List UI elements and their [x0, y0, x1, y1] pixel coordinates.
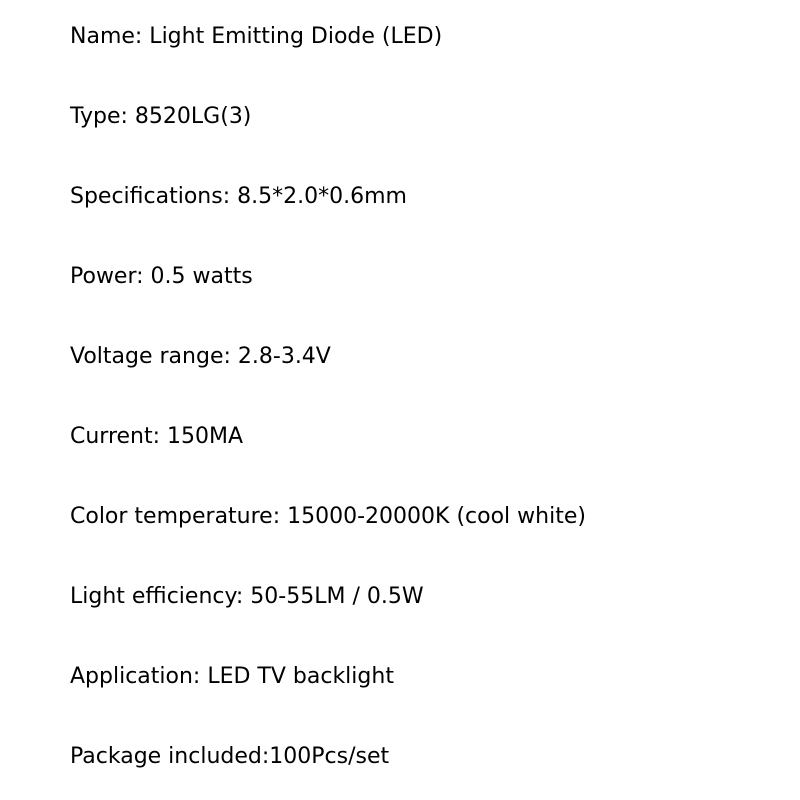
spec-type: Type: 8520LG(3) — [70, 104, 252, 129]
spec-power: Power: 0.5 watts — [70, 264, 253, 289]
spec-voltage-range: Voltage range: 2.8-3.4V — [70, 344, 331, 369]
spec-package-included: Package included:100Pcs/set — [70, 744, 390, 769]
spec-light-efficiency: Light efficiency: 50-55LM / 0.5W — [70, 584, 424, 609]
spec-color-temperature: Color temperature: 15000-20000K (cool white) — [70, 504, 586, 529]
spec-specifications: Specifications: 8.5*2.0*0.6mm — [70, 184, 407, 209]
spec-name: Name: Light Emitting Diode (LED) — [70, 24, 443, 49]
spec-current: Current: 150MA — [70, 424, 244, 449]
spec-application: Application: LED TV backlight — [70, 664, 394, 689]
